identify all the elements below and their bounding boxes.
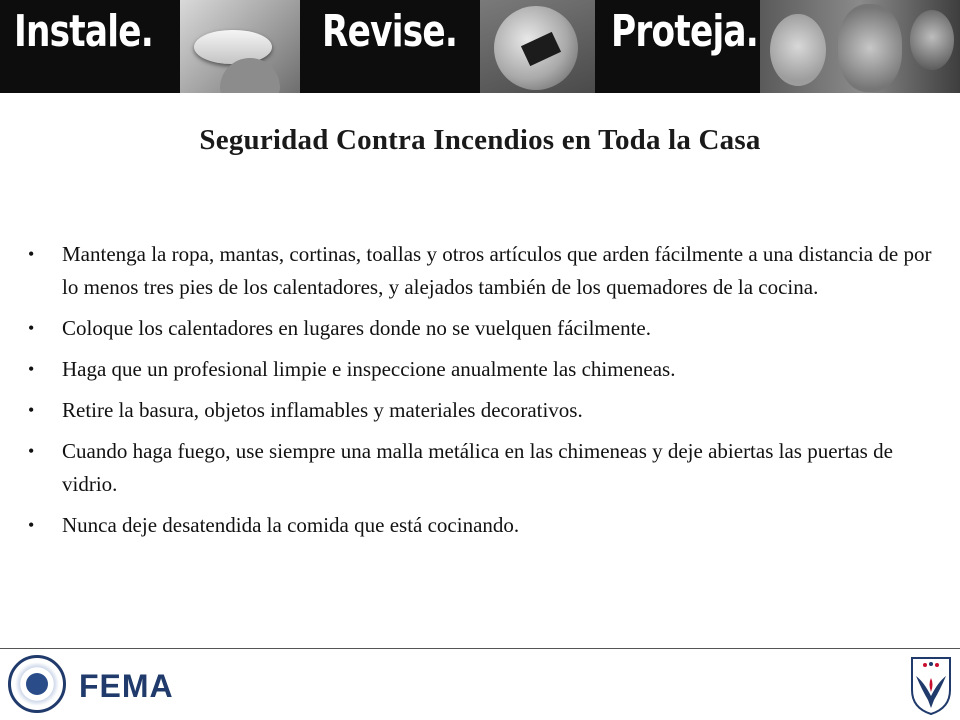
list-item-text: Coloque los calentadores en lugares donde no se vuelquen fácilmente.: [62, 316, 651, 340]
banner-label-test: Revise.: [322, 6, 458, 57]
banner-label-install: Instale.: [14, 6, 154, 57]
footer-divider: [0, 648, 960, 649]
header-banner: [0, 0, 960, 93]
smoke-alarm-battery-photo: [480, 0, 595, 93]
banner-panel-install: [0, 0, 180, 93]
eagle-logo-icon: [908, 656, 954, 716]
dhs-seal-icon: [8, 655, 66, 713]
bullet-icon: •: [28, 318, 35, 338]
banner-label-protect: Proteja.: [611, 6, 759, 57]
fema-logo: FEMA: [79, 668, 174, 704]
bullet-icon: •: [28, 515, 35, 535]
list-item: [28, 312, 938, 345]
list-item: [28, 509, 938, 542]
banner-panel-test: [300, 0, 480, 93]
list-item: [28, 394, 938, 427]
list-item: [28, 435, 938, 501]
bullet-icon: •: [28, 400, 35, 420]
banner-panel-protect: [595, 0, 760, 93]
list-item: [28, 353, 938, 386]
bullet-icon: •: [28, 359, 35, 379]
list-item-text: Mantenga la ropa, mantas, cortinas, toallas y otros artículos que arden fácilmente a una distancia de por lo menos tres pies de los calentadores, y alejados también de los quemadores de la cocina.: [62, 242, 932, 299]
list-item: [28, 238, 938, 304]
bullet-icon: •: [28, 441, 35, 461]
smoke-alarm-install-photo: [180, 0, 300, 93]
page-title: Seguridad Contra Incendios en Toda la Casa: [199, 124, 761, 156]
list-item-text: Retire la basura, objetos inflamables y materiales decorativos.: [62, 398, 583, 422]
list-item-text: Cuando haga fuego, use siempre una malla metálica en las chimeneas y deje abiertas las puertas de vidrio.: [62, 439, 893, 496]
family-faces-photo: [760, 0, 960, 93]
list-item-text: Nunca deje desatendida la comida que está cocinando.: [62, 513, 520, 537]
safety-tips-list: [28, 238, 938, 550]
list-item-text: Haga que un profesional limpie e inspeccione anualmente las chimeneas.: [62, 357, 676, 381]
bullet-icon: •: [28, 244, 35, 264]
